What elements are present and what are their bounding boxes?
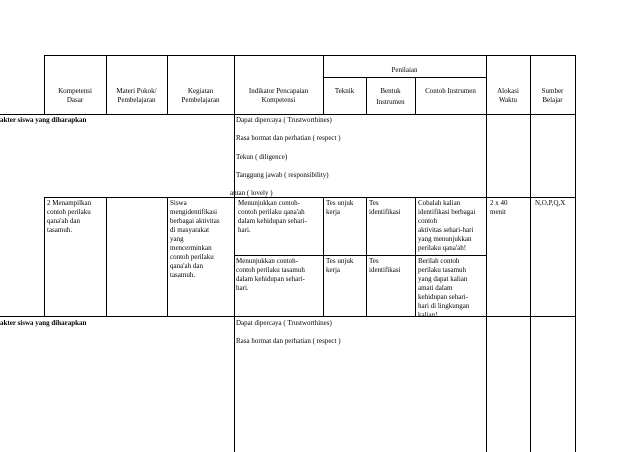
section1-label: akter siswa yang diharapkan [0,116,87,124]
section1-trait: Tanggung jawab ( responsibility) [236,171,329,179]
col-border-kegiatan [234,55,235,452]
subrow2-bentuk: Tes identifikasi [369,257,401,274]
col-border-contoh [486,55,487,452]
header-materi-pokok: Materi Pokok/ Pembelajaran [116,87,157,104]
row2-kompetensi: 2 Menampilkan contoh perilaku qana'ah dan tasamuh. [47,199,92,234]
subrow1-bentuk: Tes identifikasi [369,199,401,216]
section1-trait: Rasa hormat dan perhatian ( respect ) [236,134,341,142]
header-bentuk: Bentuk Instrumen [376,87,405,106]
table-top-border [44,55,575,56]
subrow2-teknik: Tes unjuk kerja [326,257,354,274]
col-border-left-row2 [44,197,45,316]
section1-trait: Dapat dipercaya ( Trustworthines) [236,116,332,124]
subrow1-teknik: Tes unjuk kerja [326,199,354,216]
col-border-materi [167,55,168,114]
col-border-right [575,55,576,452]
header-sumber: Sumber Belajar [541,87,564,104]
section1-bottom-border [44,197,575,198]
header-kompetensi-dasar: Kompetensi Dasar [58,87,92,104]
col-border-materi-row2 [167,197,168,316]
header-contoh: Contoh Instrumen [425,87,476,95]
row2-alokasi: 2 x 40 menit [490,199,508,216]
header-bottom-border [0,114,575,115]
subrow1-indikator: Menunjukkan contoh- contoh perilaku qana'ah dalam kehidupan sehari- hari. [238,199,307,234]
col-border-indikator-row2 [323,197,324,316]
header-teknik: Teknik [334,87,355,95]
subrow2-contoh: Berilah contoh perilaku tasamuh yang dapat kalian amati dalam kehidupan sehari- hari di lingkungan kalian! [418,257,470,319]
subrow2-indikator: Menunjukkan contoh- contoh perilaku tasamuh dalam kehidupan sehari- hari. [236,257,305,292]
section2-label: akter siswa yang diharapkan [0,319,87,327]
header-alokasi: Alokasi Waktu [497,87,519,104]
row2-bottom-border [0,316,575,317]
col-border-kd [106,55,107,114]
subrow-divider [234,255,486,256]
section1-trait: antan ( lovely ) [230,189,273,197]
subrow1-contoh: Cobalah kalian identifikasi berbagai contoh aktivitas sehari-hari yang menunjukkan perilaku qana'ah! [418,199,476,252]
penilaian-divider [323,77,486,78]
col-border-alokasi [530,55,531,452]
col-border-teknik-row2 [366,197,367,316]
row2-sumber: N,O,P,Q,X [535,199,566,207]
col-border-left [44,55,45,114]
header-indikator: Indikator Pencapaian Kompetensi [248,87,309,104]
section1-trait: Tekun ( diligence) [236,153,288,161]
col-border-indikator [323,55,324,114]
section2-trait: Rasa hormat dan perhatian ( respect ) [236,337,341,345]
row2-kegiatan: Siswa mengidentifikasi berbagai aktivitas di masyarakat yang mencerminkan contoh perilaku qana'ah dan tasamuh. [170,199,220,279]
header-penilaian: Penilaian [391,66,418,74]
col-border-bentuk-row2 [415,197,416,316]
section2-trait: Dapat dipercaya ( Trustworthines) [236,319,332,327]
header-kegiatan: Kegiatan Pembelajaran [181,87,220,104]
col-border-kd-row2 [106,197,107,316]
